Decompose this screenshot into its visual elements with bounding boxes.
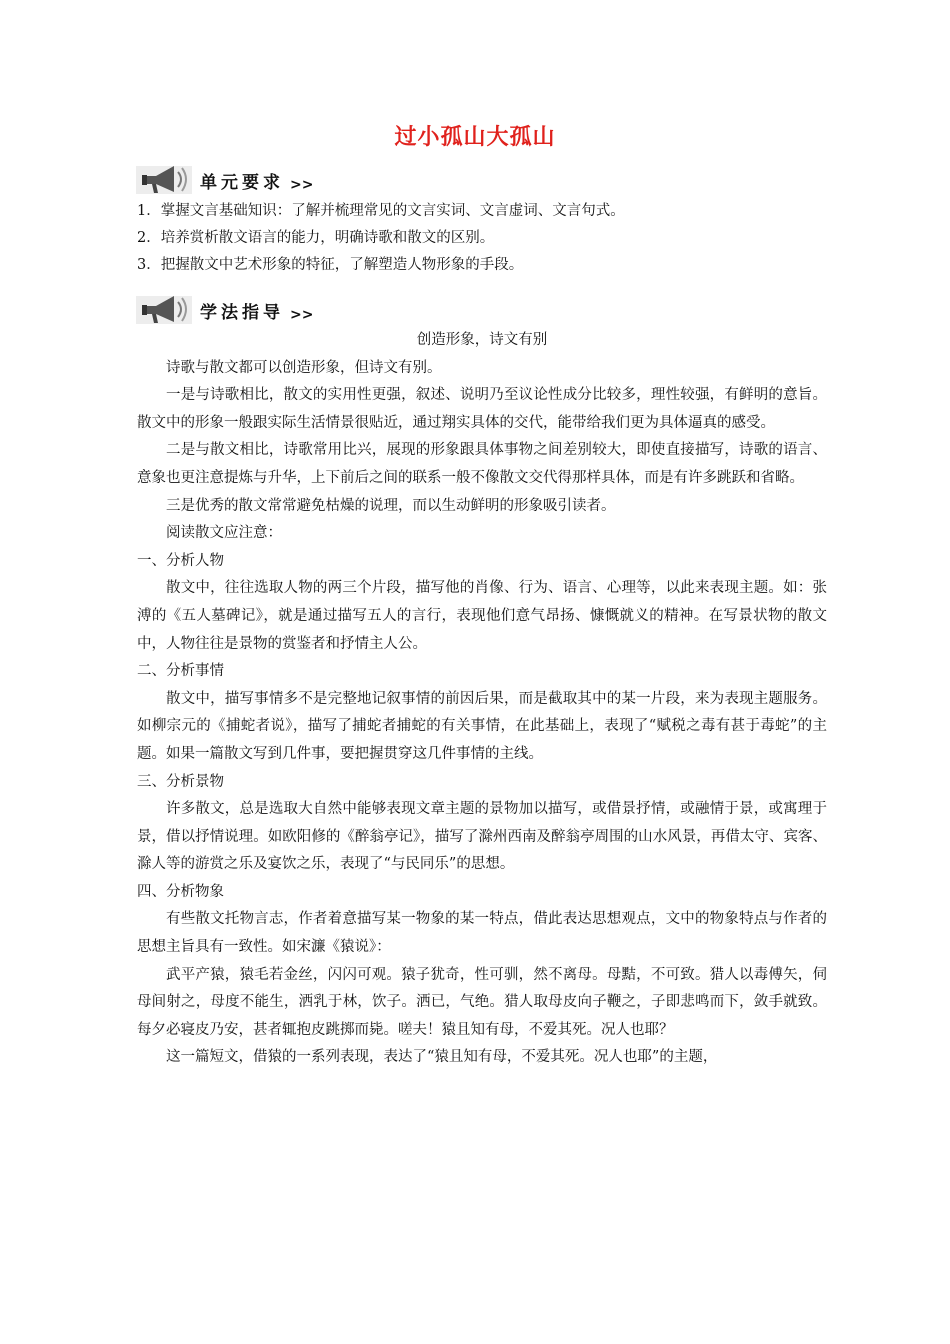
requirement-item: 1．掌握文言基础知识：了解并梳理常见的文言实词、文言虚词、文言句式。 (137, 203, 625, 219)
requirements-header (134, 160, 313, 200)
paragraph: 散文中，描写事情多不是完整地记叙事情的前因后果，而是截取其中的某一片段，来为表现主题服务。如柳宗元的《捕蛇者说》，描写了捕蛇者捕蛇的有关事情，在此基础上，表现了“赋税之毒有甚于毒蛇”的主题。如果一篇散文写到几件事，要把握贯穿这几件事情的主线。 (137, 690, 827, 762)
subheading: 一、分析人物 (137, 552, 224, 569)
paragraph: 二是与散文相比，诗歌常用比兴，展现的形象跟具体事物之间差别较大，即使直接描写，诗歌的语言、意象也更注意提炼与升华，上下前后之间的联系一般不像散文交代得那样具体，而是有许多跳跃和省略。 (137, 442, 827, 486)
paragraph: 这一篇短文，借猿的一系列表现，表达了“猿且知有母，不爱其死。况人也耶”的主题， (166, 1049, 718, 1066)
requirement-item: 2．培养赏析散文语言的能力，明确诗歌和散文的区别。 (137, 230, 495, 246)
requirements-arrow: >> (290, 177, 314, 193)
paragraph: 三是优秀的散文常常避免枯燥的说理，而以生动鲜明的形象吸引读者。 (166, 497, 616, 514)
requirements-heading: 单元要求 (200, 172, 284, 193)
megaphone-icon (134, 290, 194, 330)
paragraph: 有些散文托物言志，作者着意描写某一物象的某一特点，借此表达思想观点，文中的物象特点与作者的思想主旨具有一致性。如宋濂《猿说》： (137, 911, 827, 956)
paragraph: 许多散文，总是选取大自然中能够表现文章主题的景物加以描写，或借景抒情，或融情于景，或寓理于景，借以抒情说理。如欧阳修的《醉翁亭记》，描写了滁州西南及醉翁亭周围的山水风景，再借太守、宾客、滁人等的游赏之乐及宴饮之乐，表现了“与民同乐”的思想。 (137, 801, 827, 873)
paragraph: 一是与诗歌相比，散文的实用性更强，叙述、说明乃至议论性成分比较多，理性较强，有鲜明的意旨。散文中的形象一般跟实际生活情景很贴近，通过翔实具体的交代，能带给我们更为具体逼真的感受。 (137, 387, 827, 431)
subheading: 四、分析物象 (137, 883, 224, 900)
requirement-item: 3．把握散文中艺术形象的特征，了解塑造人物形象的手段。 (137, 257, 524, 273)
guide-body (137, 327, 827, 1072)
quoted-passage: 武平产猿，猿毛若金丝，闪闪可观。猿子犹奇，性可驯，然不离母。母黠，不可致。猎人以毒傅矢，伺母间射之，母度不能生，洒乳于林，饮子。洒已，气绝。猎人取母皮向子鞭之，子即悲鸣而下，敛手就致。每夕必寝皮乃安，甚者辄抱皮跳掷而毙。嗟夫！猿且知有母，不爱其死。况人也耶？ (137, 966, 827, 1038)
paragraph: 散文中，往往选取人物的两三个片段，描写他的肖像、行为、语言、心理等，以此来表现主题。如：张溥的《五人墓碑记》，就是通过描写五人的言行，表现他们意气昂扬、慷慨就义的精神。在写景状物的散文中，人物往往是景物的赏鉴者和抒情主人公。 (137, 580, 827, 652)
page-title: 过小孤山大孤山 (394, 125, 556, 150)
megaphone-icon (134, 160, 194, 200)
guide-arrow: >> (290, 307, 314, 323)
guide-subtitle: 创造形象，诗文有别 (416, 332, 548, 348)
paragraph: 阅读散文应注意： (166, 525, 282, 542)
guide-header (134, 290, 313, 330)
subheading: 二、分析事情 (137, 663, 224, 680)
subheading: 三、分析景物 (137, 773, 224, 790)
paragraph: 诗歌与散文都可以创造形象，但诗文有别。 (166, 359, 442, 376)
guide-heading: 学法指导 (200, 302, 284, 323)
